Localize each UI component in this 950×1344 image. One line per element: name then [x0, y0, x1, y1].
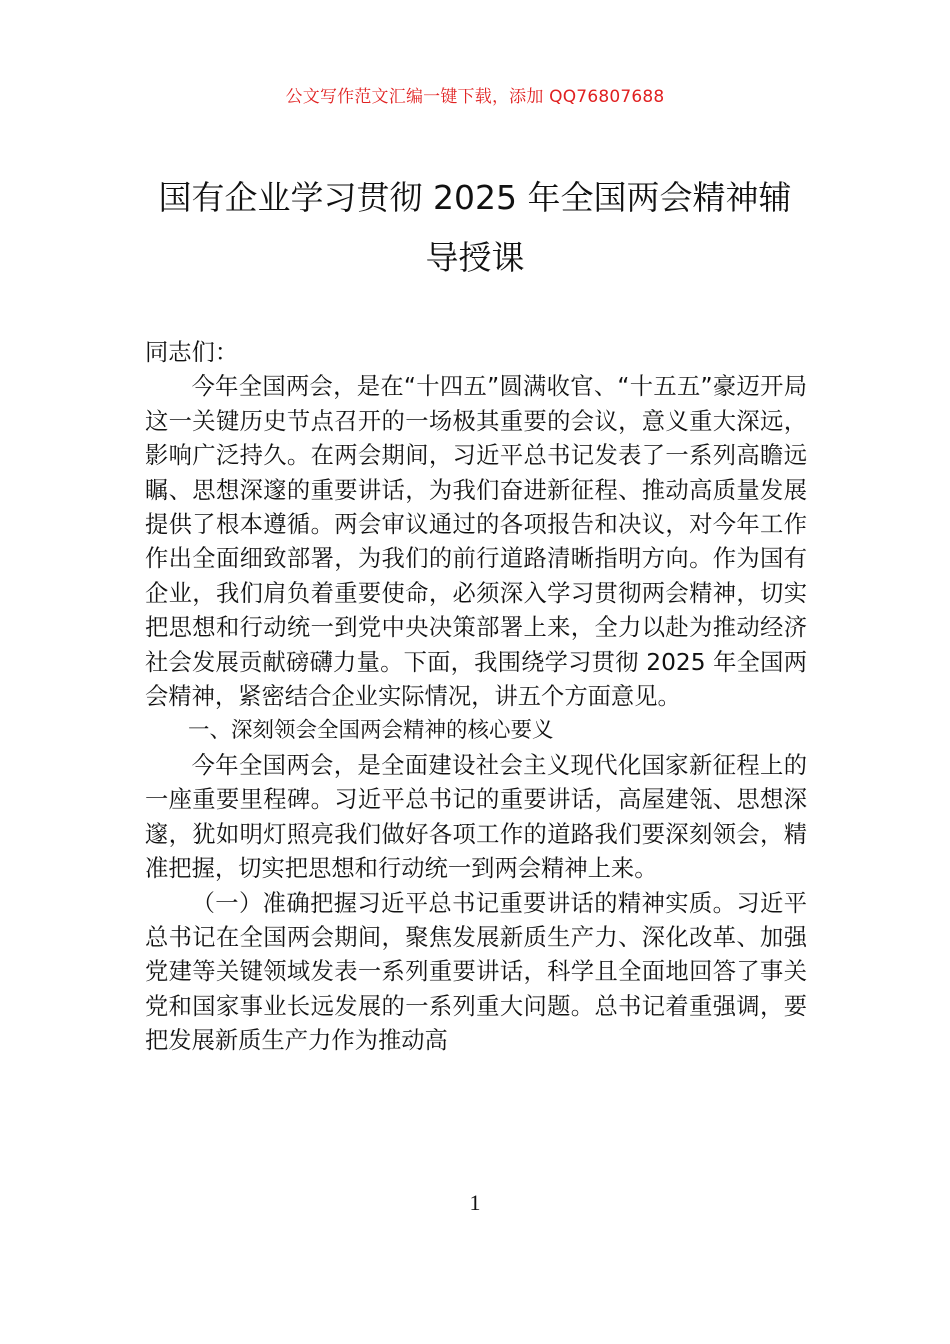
watermark-banner: 公文写作范文汇编一键下载，添加 QQ76807688: [285, 87, 665, 107]
paragraph-subsection-1: （一）准确把握习近平总书记重要讲话的精神实质。习近平总书记在全国两会期间，聚焦发展新质生产力、深化改革、加强党建等关键领域发表一系列重要讲话，科学且全面地回答了事关党和国家事业长远发展的一系列重大问题。总书记着重强调，要把发展新质生产力作为推动高: [145, 889, 807, 1055]
document-title: [130, 168, 820, 288]
title-line-1: 国有企业学习贯彻 2025 年全国两会精神辅: [158, 178, 792, 217]
section-heading-1: 一、深刻领会全国两会精神的核心要义: [188, 718, 554, 744]
page-number: 1: [469, 1190, 481, 1215]
title-line-2: 导授课: [425, 238, 525, 277]
document-body: [145, 336, 807, 1059]
paragraph-section-1: 今年全国两会，是全面建设社会主义现代化国家新征程上的一座重要里程碑。习近平总书记的重要讲话，高屋建瓴、思想深邃，犹如明灯照亮我们做好各项工作的道路我们要深刻领会，精准把握，切实把思想和行动统一到两会精神上来。: [145, 751, 807, 883]
salutation: 同志们：: [145, 339, 239, 366]
paragraph-intro: 今年全国两会，是在“十四五”圆满收官、“十五五”豪迈开局这一关键历史节点召开的一场极其重要的会议，意义重大深远，影响广泛持久。在两会期间，习近平总书记发表了一系列高瞻远瞩、思想深邃的重要讲话，为我们奋进新征程、推动高质量发展提供了根本遵循。两会审议通过的各项报告和决议，对今年工作作出全面细致部署，为我们的前行道路清晰指明方向。作为国有企业，我们肩负着重要使命，必须深入学习贯彻两会精神，切实把思想和行动统一到党中央决策部署上来，全力以赴为推动经济社会发展贡献磅礴力量。下面，我围绕学习贯彻 2025 年全国两会精神，紧密结合企业实际情况，讲五个方面意见。: [145, 373, 807, 711]
